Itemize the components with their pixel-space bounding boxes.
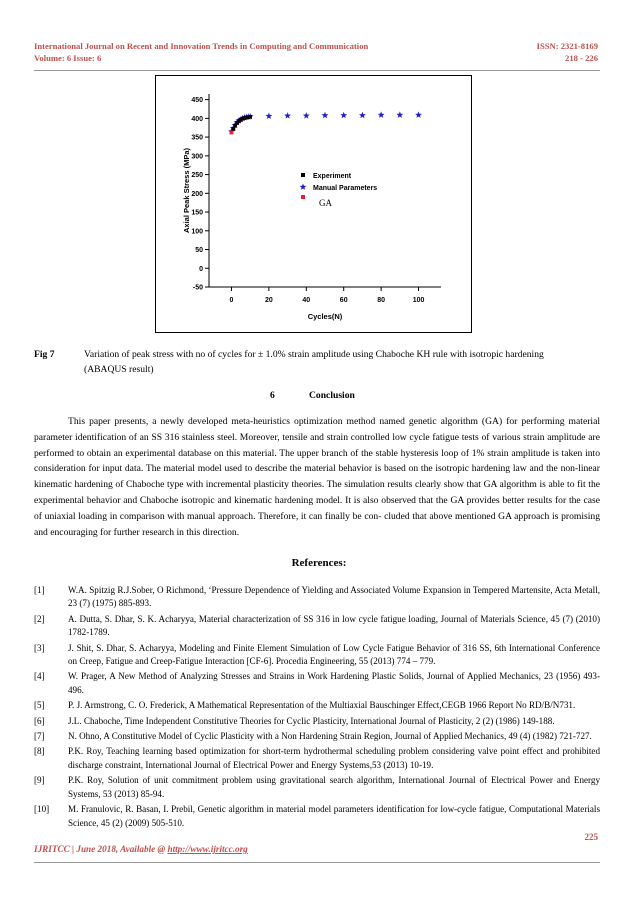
data-point-experiment: [232, 127, 236, 131]
reference-item: [34, 715, 600, 728]
running-header-right: [537, 40, 598, 64]
y-tick-label: 100: [191, 228, 203, 236]
reference-item: [34, 803, 600, 830]
reference-text: P. J. Armstrong, C. O. Frederick, A Mathematical Representation of the Multiaxial Bauschinger Effect,CEGB 1966 Report No RD/B/N731.: [68, 700, 576, 711]
figure-7-chart: [155, 75, 472, 333]
reference-item: [34, 745, 600, 772]
footer-rule: [34, 862, 600, 863]
reference-text: P.K. Roy, Solution of unit commitment problem using gravitational search algorithm, International Journal of Electrical Power and Energy Systems, 53 (2013) 85-94.: [68, 775, 600, 799]
header-rule: [34, 70, 600, 71]
reference-text: M. Franulovic, R. Basan, I. Prebil, Genetic algorithm in material model parameters identification for low-cycle fatigue, Computational Materials Science, 45 (2) (2009) 505-510.: [68, 804, 600, 828]
reference-item: [34, 774, 600, 801]
data-point-experiment: [248, 115, 252, 119]
reference-number: [7]: [34, 731, 45, 742]
reference-number: [8]: [34, 746, 45, 757]
legend-marker-experiment: [301, 173, 305, 177]
figure-caption-text: Variation of peak stress with no of cycles for ± 1.0% strain amplitude using Chaboche KH rule with isotropic hardening (ABAQUS result): [84, 349, 544, 375]
references-heading: References:: [291, 557, 347, 569]
x-tick-label: 0: [229, 297, 234, 304]
y-tick-label: 0: [199, 265, 203, 273]
y-axis-label: Axial Peak Stress (MPa): [182, 147, 191, 234]
page-range: 218 - 226: [565, 53, 598, 63]
reference-number: [5]: [34, 700, 45, 711]
reference-text: N. Ohno, A Constitutive Model of Cyclic Plasticity with a Non Hardening Strain Region, Journal of Applied Mechanics, 49 (4) (1982) 721-727.: [68, 731, 592, 742]
data-point-manual-parameters: [396, 111, 403, 118]
reference-text: J.L. Chaboche, Time Independent Constitutive Theories for Cyclic Plasticity, International Journal of Plasticity, 2 (2) (1986) 149-188.: [68, 715, 555, 726]
reference-item: [34, 730, 600, 743]
reference-list: [34, 584, 600, 832]
data-point-manual-parameters: [378, 111, 385, 118]
reference-text: W.A. Spitzig R.J.Sober, O Richmond, ‘Pressure Dependence of Yielding and Associated Volume Expansion in Tempered Martensite, Acta Metall, 23 (7) (1975) 885-893.: [68, 585, 600, 609]
data-point-manual-parameters: [340, 112, 347, 119]
x-tick-label: 20: [264, 297, 273, 304]
x-axis-label: Cycles(N): [307, 312, 343, 321]
chart-svg: [156, 76, 471, 332]
reference-item: [34, 699, 600, 712]
volume-issue: Volume: 6 Issue: 6: [34, 53, 102, 63]
footer: [34, 844, 248, 854]
section-number: 6: [270, 390, 275, 401]
reference-text: J. Shit, S. Dhar, S. Acharyya, Modeling and Finite Element Simulation of Low Cycle Fatigue Behavior of 316 SS, 6th International Conference on Creep, Fatigue and Creep-Fatigue Interaction [CF-6]. Procedia Engineering, 55 (2013) 774 – 779.: [68, 642, 600, 667]
data-point-manual-parameters: [359, 112, 366, 119]
figure-label: Fig 7: [34, 349, 55, 360]
x-tick-label: 60: [339, 297, 348, 304]
legend-label-manual-parameters: Manual Parameters: [313, 185, 378, 192]
data-point-manual-parameters: [415, 111, 422, 118]
reference-number: [3]: [34, 642, 45, 653]
y-tick-label: 300: [191, 153, 203, 161]
y-tick-label: 50: [195, 247, 203, 255]
reference-number: [10]: [34, 804, 50, 815]
page-number: 225: [584, 832, 598, 842]
reference-number: [6]: [34, 715, 45, 726]
y-tick-label: 400: [191, 115, 203, 123]
conclusion-paragraph: This paper presents, a newly developed meta-heuristics optimization method named genetic algorithm (GA) for performing material parameter identification of an SS 316 stainless steel. Moreover, tensile and strain controlled low cycle fatigue tests of various strain amplitude are performed to obtain an experimental database on this material. The upper branch of the stable hysteresis loop of 1% strain amplitude is taken into consideration for input data. The material model used to describe the material behavior is based on the isotropic hardening law and the non-linear kinematic hardening of Chaboche type with incremental plasticity theories. The simulation results clearly show that GA algorithm is able to fit the experimental behavior and Chaboche isotropic and kinematic hardening model. It is also observed that the GA provides better results for the case of uniaxial loading in comparison with manual approach. Therefore, it can finally be con- cluded that above mentioned GA approach is promising and encouraging for further research in this direction.: [34, 416, 600, 538]
reference-number: [4]: [34, 671, 45, 682]
legend-label-experiment: Experiment: [313, 173, 352, 180]
reference-number: [2]: [34, 613, 45, 624]
legend-label-ga: GA: [319, 198, 332, 208]
reference-number: [9]: [34, 775, 45, 786]
footer-text: IJRITCC | June 2018, Available @: [34, 844, 168, 854]
legend-marker-manual-parameters: [300, 183, 307, 190]
y-tick-label: 200: [191, 190, 203, 198]
x-tick-label: 40: [302, 297, 311, 304]
legend-marker-ga: [301, 195, 305, 199]
issn: ISSN: 2321-8169: [536, 41, 598, 51]
reference-item: [34, 613, 600, 640]
reference-item: [34, 584, 600, 611]
y-tick-label: 350: [191, 134, 203, 142]
data-point-manual-parameters: [284, 112, 291, 119]
reference-text: P.K. Roy, Teaching learning based optimization for short-term hydrothermal scheduling problem considering valve point effect and prohibited discharge constraint, International Journal of Electrical Power and Energy Systems,53 (2013) 10-19.: [68, 746, 600, 770]
journal-website-link[interactable]: http://www.ijritcc.org: [167, 844, 248, 854]
reference-number: [1]: [34, 585, 45, 595]
data-point-ga: [230, 131, 234, 135]
data-point-manual-parameters: [322, 112, 329, 119]
x-tick-label: 100: [412, 297, 425, 304]
y-tick-label: 250: [191, 172, 203, 180]
y-tick-label: 450: [191, 97, 203, 105]
reference-item: [34, 670, 600, 697]
y-tick-label: -50: [192, 284, 203, 292]
section-title: Conclusion: [309, 390, 355, 401]
running-header-left: [34, 40, 368, 64]
y-tick-label: 150: [191, 209, 203, 217]
reference-text: W. Prager, A New Method of Analyzing Stresses and Strains in Work Hardening Plastic Solids, Journal of Applied Mechanics, 23 (1956) 493-496.: [68, 671, 600, 695]
x-tick-label: 80: [377, 297, 386, 304]
journal-title: International Journal on Recent and Innovation Trends in Computing and Communication: [34, 41, 369, 51]
reference-item: [34, 642, 600, 669]
reference-text: A. Dutta, S. Dhar, S. K. Acharyya, Material characterization of SS 316 in low cycle fatigue loading, Journal of Materials Science, 45 (7) (2010) 1782-1789.: [68, 613, 600, 638]
data-point-manual-parameters: [303, 112, 310, 119]
data-point-manual-parameters: [265, 113, 272, 120]
